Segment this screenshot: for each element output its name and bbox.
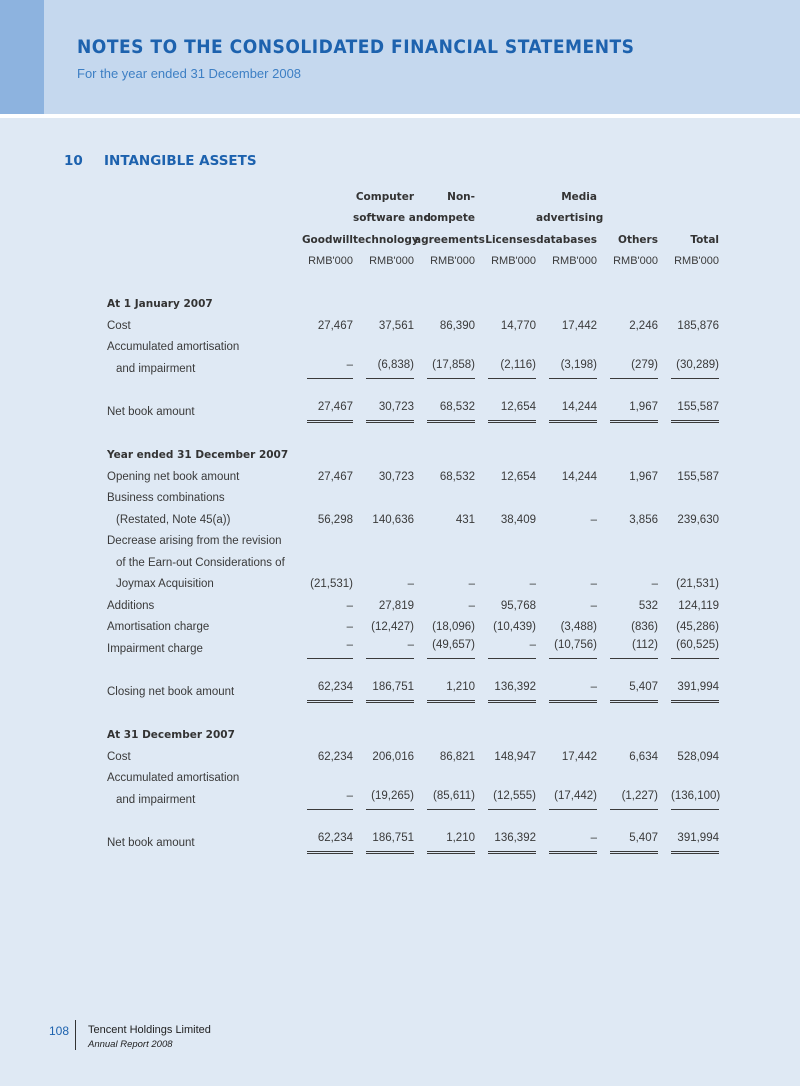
column-header-cell: RMB'000	[674, 255, 719, 268]
table-cell: –	[549, 681, 597, 703]
row-label: Accumulated amortisation	[107, 341, 240, 354]
table-cell: 62,234	[307, 832, 353, 854]
row-label: Net book amount	[107, 406, 195, 418]
table-cell: –	[307, 790, 353, 810]
column-header-cell: technology	[353, 233, 419, 246]
table-cell: (21,531)	[310, 578, 353, 591]
table-cell: –	[468, 599, 475, 612]
row-heading: At 1 January 2007	[107, 298, 213, 311]
table-row	[0, 617, 800, 639]
table-cell: (3,198)	[549, 359, 597, 379]
section-number: 10	[64, 153, 83, 169]
table-cell: 186,751	[366, 832, 414, 854]
table-cell: 148,947	[494, 750, 536, 763]
column-header-line1	[0, 186, 800, 208]
page-subtitle: For the year ended 31 December 2008	[77, 66, 302, 81]
table-cell: (21,531)	[676, 578, 719, 591]
column-header-cell: RMB'000	[369, 255, 414, 268]
column-header-cell: RMB'000	[430, 255, 475, 268]
table-row	[0, 574, 800, 596]
table-cell: 30,723	[366, 401, 414, 423]
table-cell: (49,657)	[427, 639, 475, 659]
table-cell: 68,532	[427, 401, 475, 423]
table-cell: –	[590, 578, 597, 591]
row-label: Impairment charge	[107, 642, 203, 655]
table-row	[0, 337, 800, 359]
row-label: Additions	[107, 599, 155, 612]
table-cell: 185,876	[677, 319, 719, 332]
row-label: Cost	[107, 750, 131, 763]
table-cell: –	[529, 578, 536, 591]
table-cell: 27,467	[317, 319, 353, 332]
section-title: INTANGIBLE ASSETS	[104, 153, 257, 169]
table-cell: 14,244	[561, 470, 597, 483]
table-cell: –	[346, 599, 353, 612]
table-row	[0, 595, 800, 617]
table-cell: (19,265)	[366, 790, 414, 810]
table-cell: –	[488, 639, 536, 659]
table-cell: –	[590, 599, 597, 612]
row-label: Net book amount	[107, 837, 195, 849]
table-cell: 12,654	[488, 401, 536, 423]
column-header-cell: databases	[536, 233, 597, 246]
table-cell: 206,016	[372, 750, 414, 763]
column-header-cell: advertising	[536, 212, 604, 225]
table-row	[0, 725, 800, 747]
table-cell: 3,856	[629, 513, 658, 526]
table-cell: (136,100)	[671, 790, 719, 810]
table-cell: –	[407, 578, 414, 591]
table-cell: (18,096)	[432, 621, 475, 634]
table-cell: –	[307, 359, 353, 379]
table-cell: –	[549, 832, 597, 854]
row-label: and impairment	[116, 362, 196, 375]
table-row	[0, 832, 800, 854]
table-cell: (279)	[610, 359, 658, 379]
table-cell: 431	[455, 513, 475, 526]
row-heading: Year ended 31 December 2007	[107, 449, 289, 462]
header-divider	[0, 114, 800, 118]
row-label: of the Earn-out Considerations of	[116, 556, 285, 569]
table-cell: (2,116)	[488, 359, 536, 379]
table-cell: –	[346, 621, 353, 634]
table-row	[0, 768, 800, 790]
table-cell: 68,532	[439, 470, 475, 483]
table-cell: 136,392	[488, 832, 536, 854]
column-header-cell: Goodwill	[301, 233, 353, 246]
table-cell: 136,392	[488, 681, 536, 703]
table-cell: –	[307, 639, 353, 659]
column-header-line3	[0, 229, 800, 251]
column-header-cell	[300, 208, 353, 230]
table-row	[0, 746, 800, 768]
table-cell: (17,858)	[427, 359, 475, 379]
footer-report: Annual Report 2008	[88, 1039, 173, 1050]
table-cell: 6,634	[629, 750, 658, 763]
column-header-cell: Total	[690, 233, 719, 246]
table-cell: –	[366, 639, 414, 659]
table-cell: 532	[638, 599, 658, 612]
column-header-cell: agreements	[414, 233, 485, 246]
table-cell: 30,723	[378, 470, 414, 483]
table-cell: (45,286)	[676, 621, 719, 634]
section-heading	[64, 153, 257, 169]
table-cell: (836)	[631, 621, 658, 634]
column-header-cell	[475, 208, 536, 230]
row-label: Opening net book amount	[107, 470, 240, 483]
page-header	[0, 0, 800, 114]
table-cell: (6,838)	[366, 359, 414, 379]
table-row	[0, 445, 800, 467]
intangible-assets-table	[0, 186, 800, 854]
table-row	[0, 638, 800, 660]
table-cell: 186,751	[366, 681, 414, 703]
table-row	[0, 552, 800, 574]
table-cell: 62,234	[317, 750, 353, 763]
table-cell: 391,994	[671, 681, 719, 703]
table-cell: 27,819	[378, 599, 414, 612]
table-cell: (30,289)	[671, 359, 719, 379]
table-cell: 56,298	[317, 513, 353, 526]
table-cell: (12,427)	[371, 621, 414, 634]
table-cell: 2,246	[629, 319, 658, 332]
table-cell: 95,768	[500, 599, 536, 612]
table-cell: 1,210	[427, 681, 475, 703]
row-heading: At 31 December 2007	[107, 729, 235, 742]
table-cell: (10,439)	[493, 621, 536, 634]
table-row	[0, 488, 800, 510]
row-label: Closing net book amount	[107, 686, 235, 698]
table-cell: 14,244	[549, 401, 597, 423]
table-cell: –	[468, 578, 475, 591]
column-header-line2	[0, 208, 800, 230]
table-cell: 62,234	[307, 681, 353, 703]
table-cell: (12,555)	[488, 790, 536, 810]
table-cell: 155,587	[677, 470, 719, 483]
table-cell: (1,227)	[610, 790, 658, 810]
table-cell: (85,611)	[427, 790, 475, 810]
table-cell: 528,094	[677, 750, 719, 763]
column-header-cell	[597, 208, 658, 230]
row-label: Joymax Acquisition	[116, 578, 214, 591]
row-label: Decrease arising from the revision	[107, 535, 282, 548]
row-label: Accumulated amortisation	[107, 772, 240, 785]
column-header-cell: RMB'000	[308, 255, 353, 268]
table-row	[0, 531, 800, 553]
table-row	[0, 466, 800, 488]
header-accent-strip	[0, 0, 44, 114]
table-cell: (10,756)	[549, 639, 597, 659]
table-cell: 27,467	[307, 401, 353, 423]
table-row	[0, 401, 800, 423]
column-header-cell	[597, 186, 658, 208]
table-cell: 1,967	[610, 401, 658, 423]
row-label: and impairment	[116, 793, 196, 806]
table-cell: 1,967	[629, 470, 658, 483]
table-cell: 17,442	[561, 319, 597, 332]
row-label: Amortisation charge	[107, 621, 210, 634]
table-row	[0, 315, 800, 337]
table-cell: 1,210	[427, 832, 475, 854]
column-header-cell	[658, 208, 719, 230]
column-header-cell: Others	[618, 233, 658, 246]
table-cell: 17,442	[561, 750, 597, 763]
footer-company: Tencent Holdings Limited	[88, 1024, 211, 1036]
table-cell: 5,407	[610, 832, 658, 854]
column-header-cell: RMB'000	[552, 255, 597, 268]
column-header-cell: compete	[423, 212, 475, 225]
column-header-cell: RMB'000	[613, 255, 658, 268]
column-header-cell: Computer	[355, 190, 414, 203]
table-cell: 391,994	[671, 832, 719, 854]
column-header-cell: software and	[353, 212, 431, 225]
page-number: 108	[49, 1024, 70, 1038]
row-label: Cost	[107, 319, 131, 332]
table-cell: (3,488)	[560, 621, 597, 634]
column-header-cell: Non-	[447, 190, 475, 203]
table-cell: 86,821	[439, 750, 475, 763]
table-cell: 124,119	[678, 599, 719, 612]
table-cell: (60,525)	[671, 639, 719, 659]
table-cell: 86,390	[439, 319, 475, 332]
table-cell: 27,467	[317, 470, 353, 483]
table-row	[0, 681, 800, 703]
table-cell: 155,587	[671, 401, 719, 423]
table-row	[0, 358, 800, 380]
column-header-cell: Licenses	[485, 233, 536, 246]
row-label: Business combinations	[107, 492, 225, 505]
column-header-cell	[300, 186, 353, 208]
footer-divider	[75, 1020, 76, 1050]
table-cell: 12,654	[500, 470, 536, 483]
table-row	[0, 294, 800, 316]
table-row	[0, 789, 800, 811]
table-cell: 140,636	[372, 513, 414, 526]
table-cell: 38,409	[500, 513, 536, 526]
table-cell: 14,770	[500, 319, 536, 332]
page-title: NOTES TO THE CONSOLIDATED FINANCIAL STATEMENTS	[77, 36, 635, 58]
table-cell: 37,561	[378, 319, 414, 332]
table-cell: (17,442)	[549, 790, 597, 810]
table-row	[0, 509, 800, 531]
column-header-cell	[658, 186, 719, 208]
column-header-cell	[475, 186, 536, 208]
column-header-cell: Media	[561, 190, 597, 203]
table-cell: –	[590, 513, 597, 526]
column-header-units	[0, 251, 800, 273]
column-header-cell: RMB'000	[491, 255, 536, 268]
row-label: (Restated, Note 45(a))	[116, 513, 231, 526]
table-cell: –	[651, 578, 658, 591]
table-cell: (112)	[610, 639, 658, 659]
table-cell: 5,407	[610, 681, 658, 703]
table-cell: 239,630	[677, 513, 719, 526]
